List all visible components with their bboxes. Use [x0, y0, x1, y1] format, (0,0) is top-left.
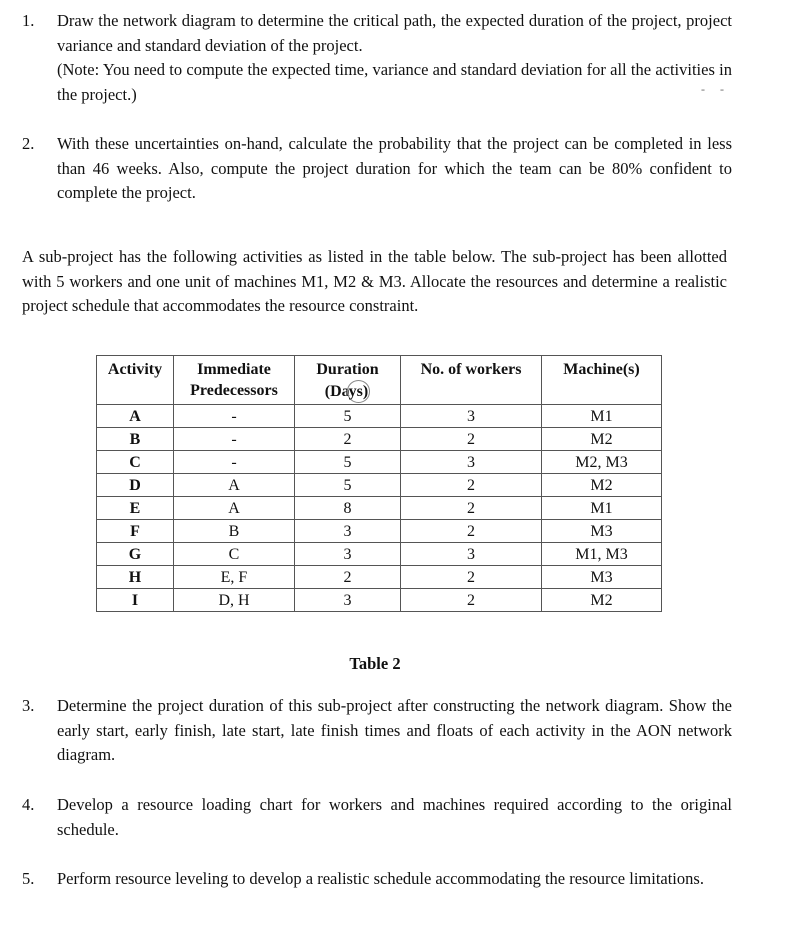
- cell-predecessors: -: [174, 428, 295, 451]
- table-row: [97, 451, 662, 474]
- question-3: [22, 694, 732, 768]
- cell-workers: 3: [401, 451, 542, 474]
- cell-workers: 3: [401, 543, 542, 566]
- cell-activity: I: [97, 589, 174, 612]
- cell-activity: B: [97, 428, 174, 451]
- cell-predecessors: A: [174, 474, 295, 497]
- cell-predecessors: C: [174, 543, 295, 566]
- cell-workers: 2: [401, 497, 542, 520]
- cell-duration: 5: [295, 474, 401, 497]
- table-row: [97, 589, 662, 612]
- cell-activity: D: [97, 474, 174, 497]
- cell-predecessors: B: [174, 520, 295, 543]
- cell-workers: 2: [401, 589, 542, 612]
- cell-machines: M3: [542, 520, 662, 543]
- cell-duration: 8: [295, 497, 401, 520]
- cell-activity: A: [97, 405, 174, 428]
- question-text: Determine the project duration of this sub-project after constructing the network diagram. Show the early start, early finish, late start, late finish times and floats of each activity in the AON network diagram.: [57, 696, 732, 764]
- header-predecessors: Immediate Predecessors: [174, 356, 295, 405]
- cell-workers: 2: [401, 428, 542, 451]
- cell-machines: M2: [542, 474, 662, 497]
- question-text: Draw the network diagram to determine the critical path, the expected duration of the project, project variance and standard deviation of the project.: [57, 11, 732, 55]
- question-1: [22, 9, 732, 107]
- intro-paragraph: A sub-project has the following activities as listed in the table below. The sub-project has been allotted with 5 workers and one unit of machines M1, M2 & M3. Allocate the resources and determine a realistic project schedule that accommodates the resource constraint.: [22, 247, 727, 315]
- cell-workers: 3: [401, 405, 542, 428]
- cell-workers: 2: [401, 520, 542, 543]
- cell-predecessors: D, H: [174, 589, 295, 612]
- header-workers: No. of workers: [401, 356, 542, 405]
- header-machines: Machine(s): [542, 356, 662, 405]
- table-row: [97, 497, 662, 520]
- stray-marks: - -: [701, 82, 730, 96]
- cell-predecessors: E, F: [174, 566, 295, 589]
- cell-predecessors: -: [174, 405, 295, 428]
- question-5: [22, 867, 732, 892]
- cell-workers: 2: [401, 566, 542, 589]
- cell-machines: M1: [542, 497, 662, 520]
- question-text: With these uncertainties on-hand, calculate the probability that the project can be completed in less than 46 weeks. Also, compute the project duration for which the team can be 80% confident to complete the project.: [57, 134, 732, 202]
- cell-predecessors: A: [174, 497, 295, 520]
- question-note: (Note: You need to compute the expected time, variance and standard deviation for all the activities in the project.): [57, 60, 732, 104]
- header-activity: Activity: [97, 356, 174, 405]
- table-row: [97, 474, 662, 497]
- table-row: [97, 405, 662, 428]
- cell-machines: M1, M3: [542, 543, 662, 566]
- question-text: Perform resource leveling to develop a realistic schedule accommodating the resource limitations.: [57, 869, 704, 888]
- table-row: [97, 566, 662, 589]
- question-4: [22, 793, 732, 842]
- question-text: Develop a resource loading chart for workers and machines required according to the original schedule.: [57, 795, 732, 839]
- cell-duration: 3: [295, 543, 401, 566]
- cell-machines: M2, M3: [542, 451, 662, 474]
- cell-machines: M3: [542, 566, 662, 589]
- cell-machines: M1: [542, 405, 662, 428]
- cell-activity: G: [97, 543, 174, 566]
- circled-annotation: ys): [347, 380, 371, 403]
- cell-activity: H: [97, 566, 174, 589]
- question-number: 4.: [22, 795, 35, 814]
- cell-duration: 3: [295, 589, 401, 612]
- header-duration: Duration (Days): [295, 356, 401, 405]
- cell-duration: 5: [295, 405, 401, 428]
- question-number: 1.: [22, 11, 35, 30]
- table-row: [97, 520, 662, 543]
- cell-predecessors: -: [174, 451, 295, 474]
- cell-workers: 2: [401, 474, 542, 497]
- cell-activity: F: [97, 520, 174, 543]
- question-2: [22, 132, 732, 206]
- question-number: 2.: [22, 134, 35, 153]
- activities-table: [96, 355, 662, 612]
- cell-duration: 5: [295, 451, 401, 474]
- cell-duration: 2: [295, 428, 401, 451]
- cell-activity: E: [97, 497, 174, 520]
- cell-machines: M2: [542, 589, 662, 612]
- cell-duration: 3: [295, 520, 401, 543]
- table-header-row: [97, 356, 662, 405]
- table-row: [97, 543, 662, 566]
- table-caption: Table 2: [349, 654, 401, 673]
- cell-machines: M2: [542, 428, 662, 451]
- question-number: 3.: [22, 696, 35, 715]
- question-number: 5.: [22, 869, 35, 888]
- cell-activity: C: [97, 451, 174, 474]
- cell-duration: 2: [295, 566, 401, 589]
- table-row: [97, 428, 662, 451]
